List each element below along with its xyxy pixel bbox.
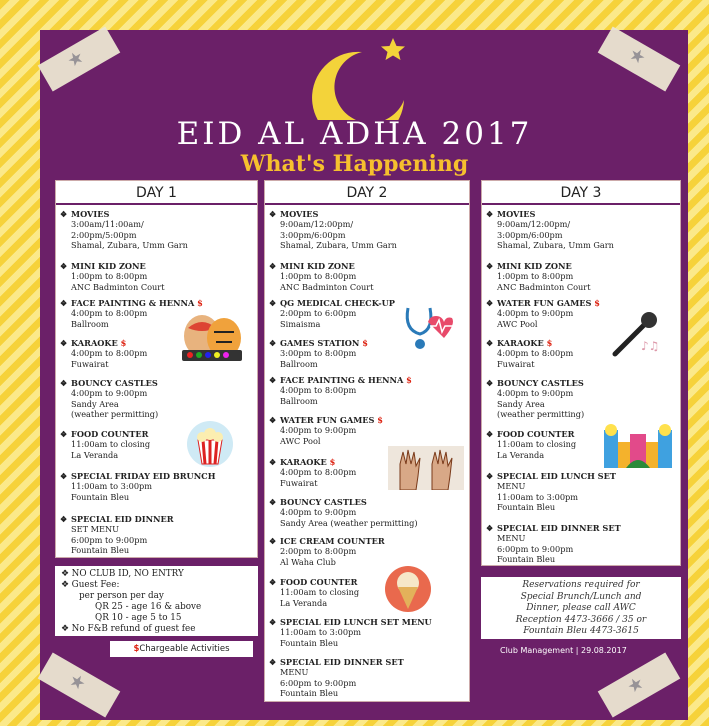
event-detail: 3:00pm/6:00pm	[497, 229, 563, 240]
note-line: QR 10 - age 5 to 15	[95, 613, 182, 623]
day-2-column	[264, 180, 470, 702]
event-title: ❖ SPECIAL EID DINNER SET	[269, 657, 465, 667]
star-icon: ★	[623, 672, 648, 699]
event-detail: Fuwairat	[280, 477, 318, 488]
event-item	[60, 209, 253, 251]
crescent-moon-icon	[0, 0, 709, 120]
event-detail: Shamal, Zubara, Umm Garn	[71, 240, 188, 251]
event-title: ❖ BOUNCY CASTLES	[486, 378, 676, 388]
event-detail: 2:00pm/5:00pm	[71, 229, 137, 240]
event-item	[269, 657, 465, 699]
event-item	[486, 378, 676, 420]
ice-cream-icon	[384, 565, 432, 613]
page-title: EID AL ADHA 2017	[176, 116, 533, 152]
face-paint-icon	[180, 314, 246, 362]
event-detail: 11:00am to 3:00pm	[71, 481, 153, 492]
event-title: ❖ SPECIAL EID DINNER	[60, 514, 253, 524]
dollar-icon: $	[359, 338, 368, 348]
event-detail: AWC Pool	[497, 318, 538, 329]
event-detail: Shamal, Zubara, Umm Garn	[280, 240, 397, 251]
event-detail: Fuwairat	[71, 358, 109, 369]
event-detail: 9:00am/12:00pm/	[497, 219, 571, 230]
event-detail: Simaisma	[280, 318, 321, 329]
event-title: ❖ FACE PAINTING & HENNA $	[269, 375, 465, 385]
chargeable-label: Chargeable Activities	[139, 644, 230, 654]
event-title: ❖ QG MEDICAL CHECK-UP	[269, 298, 465, 308]
event-item	[486, 471, 676, 513]
dollar-icon: $	[133, 644, 140, 654]
event-title: ❖ KARAOKE $	[60, 338, 253, 348]
day-heading: DAY 1	[56, 181, 257, 205]
event-detail: ANC Badminton Court	[280, 281, 374, 292]
event-title: ❖ BOUNCY CASTLES	[60, 378, 253, 388]
event-detail: Fountain Bleu	[280, 688, 339, 699]
event-title: ❖ MINI KID ZONE	[486, 261, 676, 271]
dollar-icon: $	[591, 298, 600, 308]
reservation-note	[481, 577, 681, 639]
event-detail: Fountain Bleu	[71, 545, 130, 556]
event-title: ❖ MOVIES	[486, 209, 676, 219]
event-detail: (weather permitting)	[497, 409, 585, 420]
page-subtitle: What's Happening	[240, 151, 469, 177]
event-detail: 4:00pm to 8:00pm	[71, 348, 148, 359]
event-item	[60, 378, 253, 420]
dollar-icon: $	[194, 298, 203, 308]
event-detail: La Veranda	[71, 449, 119, 460]
day-3-column	[481, 180, 681, 566]
dollar-icon: $	[543, 338, 553, 348]
event-item	[269, 375, 465, 406]
reservation-line: Special Brunch/Lunch and	[520, 591, 642, 602]
svg-text:♪♫: ♪♫	[641, 339, 660, 353]
reservation-line: Dinner, please call AWC	[526, 603, 636, 613]
event-title: ❖ FACE PAINTING & HENNA $	[60, 298, 253, 308]
event-item	[269, 415, 465, 446]
dollar-icon: $	[326, 457, 336, 467]
event-detail: 2:00pm to 8:00pm	[280, 546, 357, 557]
event-title: ❖ SPECIAL EID LUNCH SET	[486, 471, 676, 481]
event-item	[269, 617, 465, 648]
henna-hands-icon	[388, 446, 464, 490]
popcorn-icon	[186, 420, 234, 468]
event-title: ❖ FOOD COUNTER	[60, 429, 253, 439]
footer-credit: Club Management | 29.08.2017	[500, 646, 627, 655]
event-detail: 11:00am to closing	[71, 439, 151, 450]
event-item	[269, 497, 465, 528]
event-detail: 4:00pm to 8:00pm	[71, 308, 148, 319]
event-detail: 4:00pm to 9:00pm	[497, 388, 574, 399]
event-title: ❖ MINI KID ZONE	[269, 261, 465, 271]
event-detail: Ballroom	[280, 395, 318, 406]
event-title: ❖ FOOD COUNTER	[486, 429, 676, 439]
microphone-icon	[605, 310, 663, 360]
event-detail: Al Waha Club	[280, 556, 336, 567]
event-detail: Sandy Area	[497, 398, 545, 409]
event-item	[60, 471, 253, 502]
event-detail: 4:00pm to 8:00pm	[280, 385, 357, 396]
event-detail: Fountain Bleu	[71, 491, 130, 502]
event-item	[269, 209, 465, 251]
dollar-icon: $	[374, 415, 383, 425]
event-detail: 11:00am to closing	[497, 439, 577, 450]
event-detail: 4:00pm to 9:00pm	[280, 425, 357, 436]
event-item	[60, 261, 253, 292]
event-detail: 9:00am/12:00pm/	[280, 219, 354, 230]
event-detail: ANC Badminton Court	[71, 281, 165, 292]
chargeable-legend	[110, 641, 253, 657]
event-detail: Fuwairat	[497, 358, 535, 369]
event-detail: Fountain Bleu	[280, 637, 339, 648]
event-detail: 3:00pm/6:00pm	[280, 229, 346, 240]
event-title: ❖ MOVIES	[269, 209, 465, 219]
star-icon: ★	[64, 669, 90, 696]
event-detail: La Veranda	[280, 597, 328, 608]
event-detail: 6:00pm to 9:00pm	[280, 677, 357, 688]
bouncy-castle-icon	[604, 424, 672, 470]
event-detail: AWC Pool	[280, 435, 321, 446]
event-item	[269, 536, 465, 567]
note-line: ❖ NO CLUB ID, NO ENTRY	[61, 569, 184, 579]
day-heading: DAY 2	[265, 181, 469, 205]
event-title: ❖ SPECIAL EID DINNER SET	[486, 523, 676, 533]
star-icon: ★	[63, 46, 88, 73]
note-line: ❖ Guest Fee:	[61, 580, 120, 590]
event-title: ❖ SPECIAL EID LUNCH SET MENU	[269, 617, 465, 627]
event-detail: 11:00am to closing	[280, 587, 360, 598]
event-detail: 3:00pm to 8:00pm	[280, 348, 357, 359]
event-detail: Fountain Bleu	[497, 502, 556, 513]
event-title: ❖ SPECIAL FRIDAY EID BRUNCH	[60, 471, 253, 481]
event-title: ❖ GAMES STATION $	[269, 338, 465, 348]
event-detail: La Veranda	[497, 449, 545, 460]
dollar-icon: $	[117, 338, 127, 348]
event-detail: 11:00am to 3:00pm	[497, 491, 579, 502]
event-item	[486, 523, 676, 565]
event-title: ❖ FOOD COUNTER	[269, 577, 465, 587]
event-item	[486, 261, 676, 292]
reservation-line: Reservations required for	[522, 580, 640, 590]
day-1-column	[55, 180, 258, 558]
reservation-line: Reception 4473-3666 / 35 or	[515, 614, 647, 625]
event-detail: Sandy Area (weather permitting)	[280, 517, 418, 528]
event-detail: 4:00pm to 8:00pm	[280, 467, 357, 478]
event-item	[269, 577, 465, 608]
note-line: QR 25 - age 16 & above	[95, 602, 202, 612]
event-detail: Ballroom	[71, 318, 109, 329]
event-detail: 1:00pm to 8:00pm	[71, 271, 148, 282]
event-title: ❖ BOUNCY CASTLES	[269, 497, 465, 507]
event-detail: 1:00pm to 8:00pm	[497, 271, 574, 282]
event-detail: 4:00pm to 9:00pm	[71, 388, 148, 399]
event-title: ❖ ICE CREAM COUNTER	[269, 536, 465, 546]
event-title: ❖ WATER FUN GAMES $	[269, 415, 465, 425]
event-title: ❖ KARAOKE $	[269, 457, 465, 467]
event-detail: Shamal, Zubara, Umm Garn	[497, 240, 614, 251]
event-detail: Fountain Bleu	[497, 554, 556, 565]
note-line: per person per day	[79, 591, 164, 601]
guest-notes	[55, 566, 258, 636]
event-detail: 6:00pm to 9:00pm	[497, 543, 574, 554]
day-heading: DAY 3	[482, 181, 680, 205]
event-title: ❖ WATER FUN GAMES $	[486, 298, 676, 308]
event-title: ❖ KARAOKE $	[486, 338, 676, 348]
event-detail: 4:00pm to 9:00pm	[280, 507, 357, 518]
event-detail: ANC Badminton Court	[497, 281, 591, 292]
event-detail: Sandy Area	[71, 398, 119, 409]
event-detail: 4:00pm to 9:00pm	[497, 308, 574, 319]
event-detail: 1:00pm to 8:00pm	[280, 271, 357, 282]
event-detail: (weather permitting)	[71, 409, 159, 420]
event-detail: 6:00pm to 9:00pm	[71, 534, 148, 545]
event-detail: MENU	[280, 667, 309, 678]
event-detail: SET MENU	[71, 524, 120, 535]
event-detail: 2:00pm to 6:00pm	[280, 308, 357, 319]
event-detail: 3:00am/11:00am/	[71, 219, 144, 230]
star-icon: ★	[624, 43, 650, 70]
stethoscope-icon	[400, 304, 456, 350]
event-item	[269, 261, 465, 292]
event-detail: 11:00am to 3:00pm	[280, 627, 362, 638]
event-title: ❖ MOVIES	[60, 209, 253, 219]
event-detail: Ballroom	[280, 358, 318, 369]
event-detail: MENU	[497, 481, 526, 492]
event-item	[486, 209, 676, 251]
event-title: ❖ MINI KID ZONE	[60, 261, 253, 271]
note-line: ❖ No F&B refund of guest fee	[61, 624, 196, 634]
dollar-icon: $	[403, 375, 412, 385]
event-detail: MENU	[497, 533, 526, 544]
event-item	[60, 514, 253, 556]
event-detail: 4:00pm to 8:00pm	[497, 348, 574, 359]
reservation-line: Fountain Bleu 4473-3615	[523, 626, 639, 636]
